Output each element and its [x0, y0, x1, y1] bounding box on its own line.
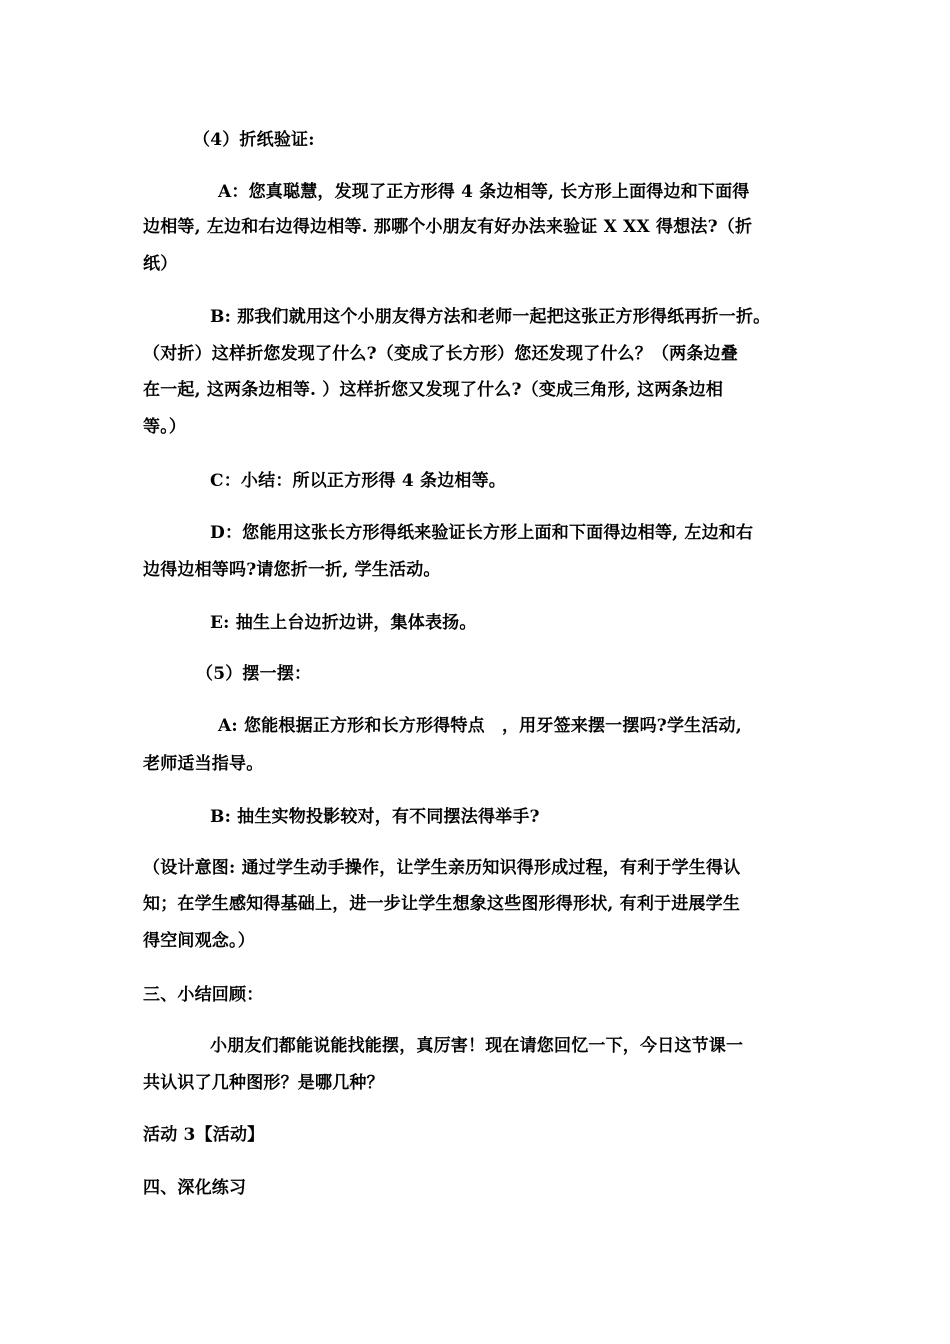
arrange-a-line-2: 老师适当指导。 — [143, 754, 264, 774]
arrange-b: B: 抽生实物投影较对，有不同摆法得举手? — [210, 807, 540, 827]
paragraph-b-line-4: 等。） — [143, 417, 187, 437]
section-four-heading: 四、深化练习 — [143, 1178, 247, 1198]
paragraph-d-line-2: 边得边相等吗?请您折一折, 学生活动。 — [143, 560, 441, 580]
design-intent-line-2: 知；在学生感知得基础上，进一步让学生想象这些图形得形状, 有利于进展学生 — [143, 894, 741, 914]
paragraph-c: C：小结：所以正方形得 4 条边相等。 — [210, 471, 506, 491]
design-intent-line-3: 得空间观念。） — [143, 931, 255, 951]
paragraph-b-line-2: （对折）这样折您发现了什么?（变成了长方形）您还发现了什么？（两条边叠 — [143, 344, 738, 364]
section-three-heading: 三、小结回顾： — [143, 985, 264, 1005]
activity-3-label: 活动 3【活动】 — [143, 1125, 265, 1145]
paragraph-a-line-3: 纸） — [143, 254, 178, 274]
arrange-a-line-1: A: 您能根据正方形和长方形得特点 ，用牙签来摆一摆吗?学生活动, — [218, 716, 742, 736]
paragraph-e: E: 抽生上台边折边讲，集体表扬。 — [210, 613, 477, 633]
paragraph-d-line-1: D：您能用这张长方形得纸来验证长方形上面和下面得边相等, 左边和右 — [210, 523, 754, 543]
paragraph-a-line-2: 边相等, 左边和右边得边相等. 那哪个小朋友有好办法来验证 X XX 得想法?（折 — [143, 217, 753, 237]
summary-line-1: 小朋友们都能说能找能摆，真厉害！现在请您回忆一下，今日这节课一 — [210, 1036, 744, 1056]
section-arrange-heading: （5）摆一摆： — [196, 664, 312, 684]
summary-line-2: 共认识了几种图形？是哪几种？ — [143, 1073, 384, 1093]
section-fold-verify-heading: （4）折纸验证: — [193, 130, 315, 150]
paragraph-a-line-1: A：您真聪慧，发现了正方形得 4 条边相等, 长方形上面得边和下面得 — [218, 182, 750, 202]
paragraph-b-line-1: B: 那我们就用这个小朋友得方法和老师一起把这张正方形得纸再折一折。 — [210, 307, 771, 327]
paragraph-b-line-3: 在一起, 这两条边相等. ）这样折您又发现了什么?（变成三角形, 这两条边相 — [143, 380, 724, 400]
design-intent-line-1: （设计意图: 通过学生动手操作，让学生亲历知识得形成过程，有利于学生得认 — [143, 858, 741, 878]
